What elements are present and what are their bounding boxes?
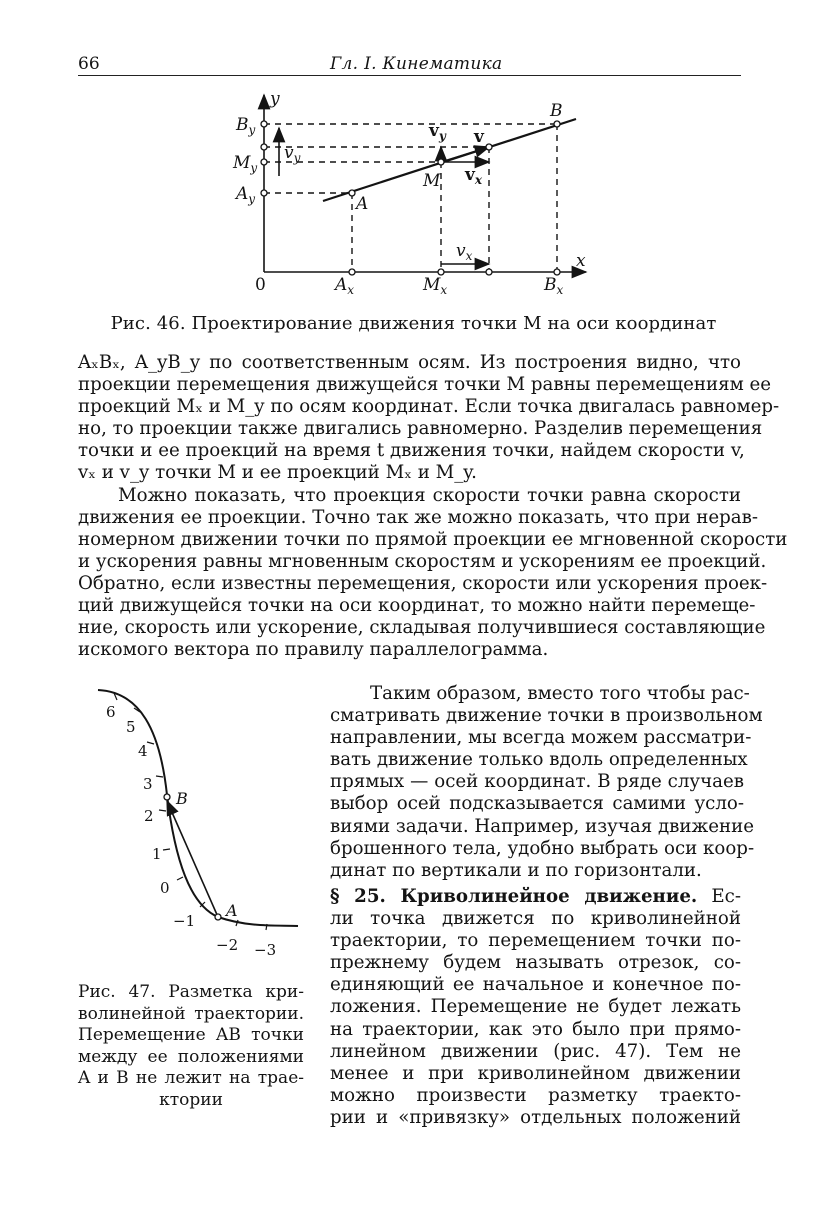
- text-line: выбор осей подсказывается самими усло-: [330, 793, 744, 815]
- text-line: vₓ и v_y точки M и ее проекций Mₓ и M_y.: [78, 462, 477, 484]
- svg-text:2: 2: [144, 807, 154, 825]
- figure-46-caption: Рис. 46. Проектирование движения точки M на оси координат: [110, 313, 717, 334]
- label-vy-axis: $v_y$: [284, 143, 301, 165]
- figure-47-caption: [78, 982, 304, 1111]
- svg-text:−2: −2: [216, 936, 239, 954]
- text-line: сматривать движение точки в произвольном: [330, 705, 763, 727]
- text-line: искомого вектора по правилу параллелограмма.: [78, 639, 549, 661]
- label-My: $M_y$: [233, 153, 258, 175]
- text-line: § 25. Криволинейное движение. Ес-: [330, 886, 741, 907]
- label-By: $B_y$: [236, 115, 256, 137]
- label-axis-y: y: [270, 89, 280, 109]
- svg-text:1: 1: [152, 845, 162, 863]
- text-line: точки и ее проекций на время t движения точки, найдем скорости v,: [78, 440, 745, 462]
- text-line: брошенного тела, удобно выбрать оси коор-: [330, 837, 755, 859]
- label-point-A: A: [356, 194, 369, 214]
- text-line: AₓBₓ, A_yB_y по соответственным осям. Из построения видно, что: [78, 352, 741, 373]
- label-point-M: M: [423, 171, 441, 191]
- text-line: ли точка движется по криволинейной: [330, 908, 741, 930]
- svg-text:0: 0: [160, 879, 170, 897]
- text-line: направлении, мы всегда можем рассматри-: [330, 727, 752, 749]
- section-heading: § 25. Криволинейное движение.: [330, 886, 698, 907]
- paragraph-axes-choice: [330, 683, 763, 882]
- caption-line: Перемещение AB точки: [78, 1025, 304, 1045]
- text-line: на траектории, как это было при прямо-: [330, 1018, 741, 1040]
- displacement-vector-ab: [167, 801, 218, 917]
- running-title: Гл. I. Кинематика: [330, 54, 503, 74]
- text-line: менее и при криволинейном движении: [330, 1062, 741, 1084]
- svg-text:5: 5: [126, 718, 136, 736]
- text-line: ций движущейся точки на оси координат, то можно найти перемеще-: [78, 595, 756, 617]
- svg-text:4: 4: [138, 742, 148, 760]
- label-Ay: $A_y$: [236, 184, 256, 206]
- caption-line: Рис. 47. Разметка кри-: [78, 982, 304, 1002]
- text-line: траектории, то перемещением точки по-: [330, 930, 741, 952]
- label-Mx: $M_x$: [423, 275, 448, 297]
- svg-text:6: 6: [106, 703, 116, 721]
- text-line: прямых — осей координат. В ряде случаев: [330, 771, 744, 793]
- text-line: проекции перемещения движущейся точки M равны перемещениям ее: [78, 374, 772, 396]
- text-line: рии и «привязку» отдельных положений: [330, 1106, 741, 1128]
- text-line: виями задачи. Например, изучая движение: [330, 815, 755, 837]
- section-25: [330, 886, 741, 1129]
- page-number: 66: [78, 54, 100, 74]
- text-line: ложения. Перемещение не будет лежать: [330, 996, 741, 1018]
- label-vx-axis: $v_x$: [456, 241, 473, 263]
- text-line: можно произвести разметку траекто-: [330, 1084, 741, 1106]
- label-point-a: A: [226, 901, 238, 920]
- label-Ax: $A_x$: [335, 275, 355, 297]
- text-line: и ускорения равны мгновенным скоростям и ускорениям ее проекций.: [78, 550, 767, 572]
- text-line: но, то проекции также двигались равномерно. Разделив перемещения: [78, 418, 763, 440]
- caption-line: волинейной траектории.: [78, 1003, 304, 1024]
- figure-47: [70, 680, 320, 970]
- label-vy: $v_y$: [429, 121, 446, 143]
- text-line: линейном движении (рис. 47). Тем не: [330, 1040, 741, 1062]
- text-line: ние, скорость или ускорение, складывая получившиеся составляющие: [78, 617, 766, 639]
- caption-line: между ее положениями: [78, 1046, 304, 1067]
- text-line: номерном движении точки по прямой проекции ее мгновенной скорости: [78, 528, 788, 550]
- paragraph-projections: [78, 352, 788, 661]
- trajectory-tick-labels: [106, 703, 276, 959]
- point-b-node: [164, 794, 170, 800]
- text-line: единяющий ее начальное и конечное по-: [330, 974, 741, 996]
- vector-v: [441, 147, 489, 162]
- caption-line: ктории: [159, 1089, 223, 1110]
- label-origin: 0: [255, 275, 266, 295]
- figure-46: [0, 0, 827, 320]
- fig46-projections: [264, 124, 557, 272]
- label-point-B: B: [550, 101, 563, 121]
- label-Bx: $B_x$: [544, 275, 564, 297]
- point-a-node: [215, 914, 221, 920]
- svg-text:−3: −3: [254, 941, 277, 959]
- caption-line: A и B не лежит на трае-: [78, 1068, 304, 1088]
- label-vx: $v_x$: [465, 165, 483, 187]
- text-line: вать движение только вдоль определенных: [330, 749, 748, 771]
- text-line: Обратно, если известны перемещения, скорости или ускорения проек-: [78, 572, 768, 594]
- text-line: проекций Mₓ и M_y по осям координат. Если точка двигалась равномер-: [78, 396, 780, 418]
- label-v: v: [474, 127, 484, 147]
- trajectory-ticks: [114, 693, 267, 930]
- text-line: прежнему будем называть отрезок, со-: [330, 952, 741, 974]
- svg-text:3: 3: [143, 775, 153, 793]
- text-line: Можно показать, что проекция скорости точки равна скорости: [118, 484, 741, 506]
- fig46-nodes: [261, 121, 560, 275]
- text-line: движения ее проекции. Точно так же можно показать, что при нерав-: [78, 506, 758, 528]
- text-line: динат по вертикали и по горизонтали.: [330, 859, 702, 881]
- label-point-b: B: [176, 789, 188, 808]
- label-axis-x: x: [576, 251, 586, 271]
- text-line: Таким образом, вместо того чтобы рас-: [370, 683, 750, 704]
- svg-text:−1: −1: [173, 912, 196, 930]
